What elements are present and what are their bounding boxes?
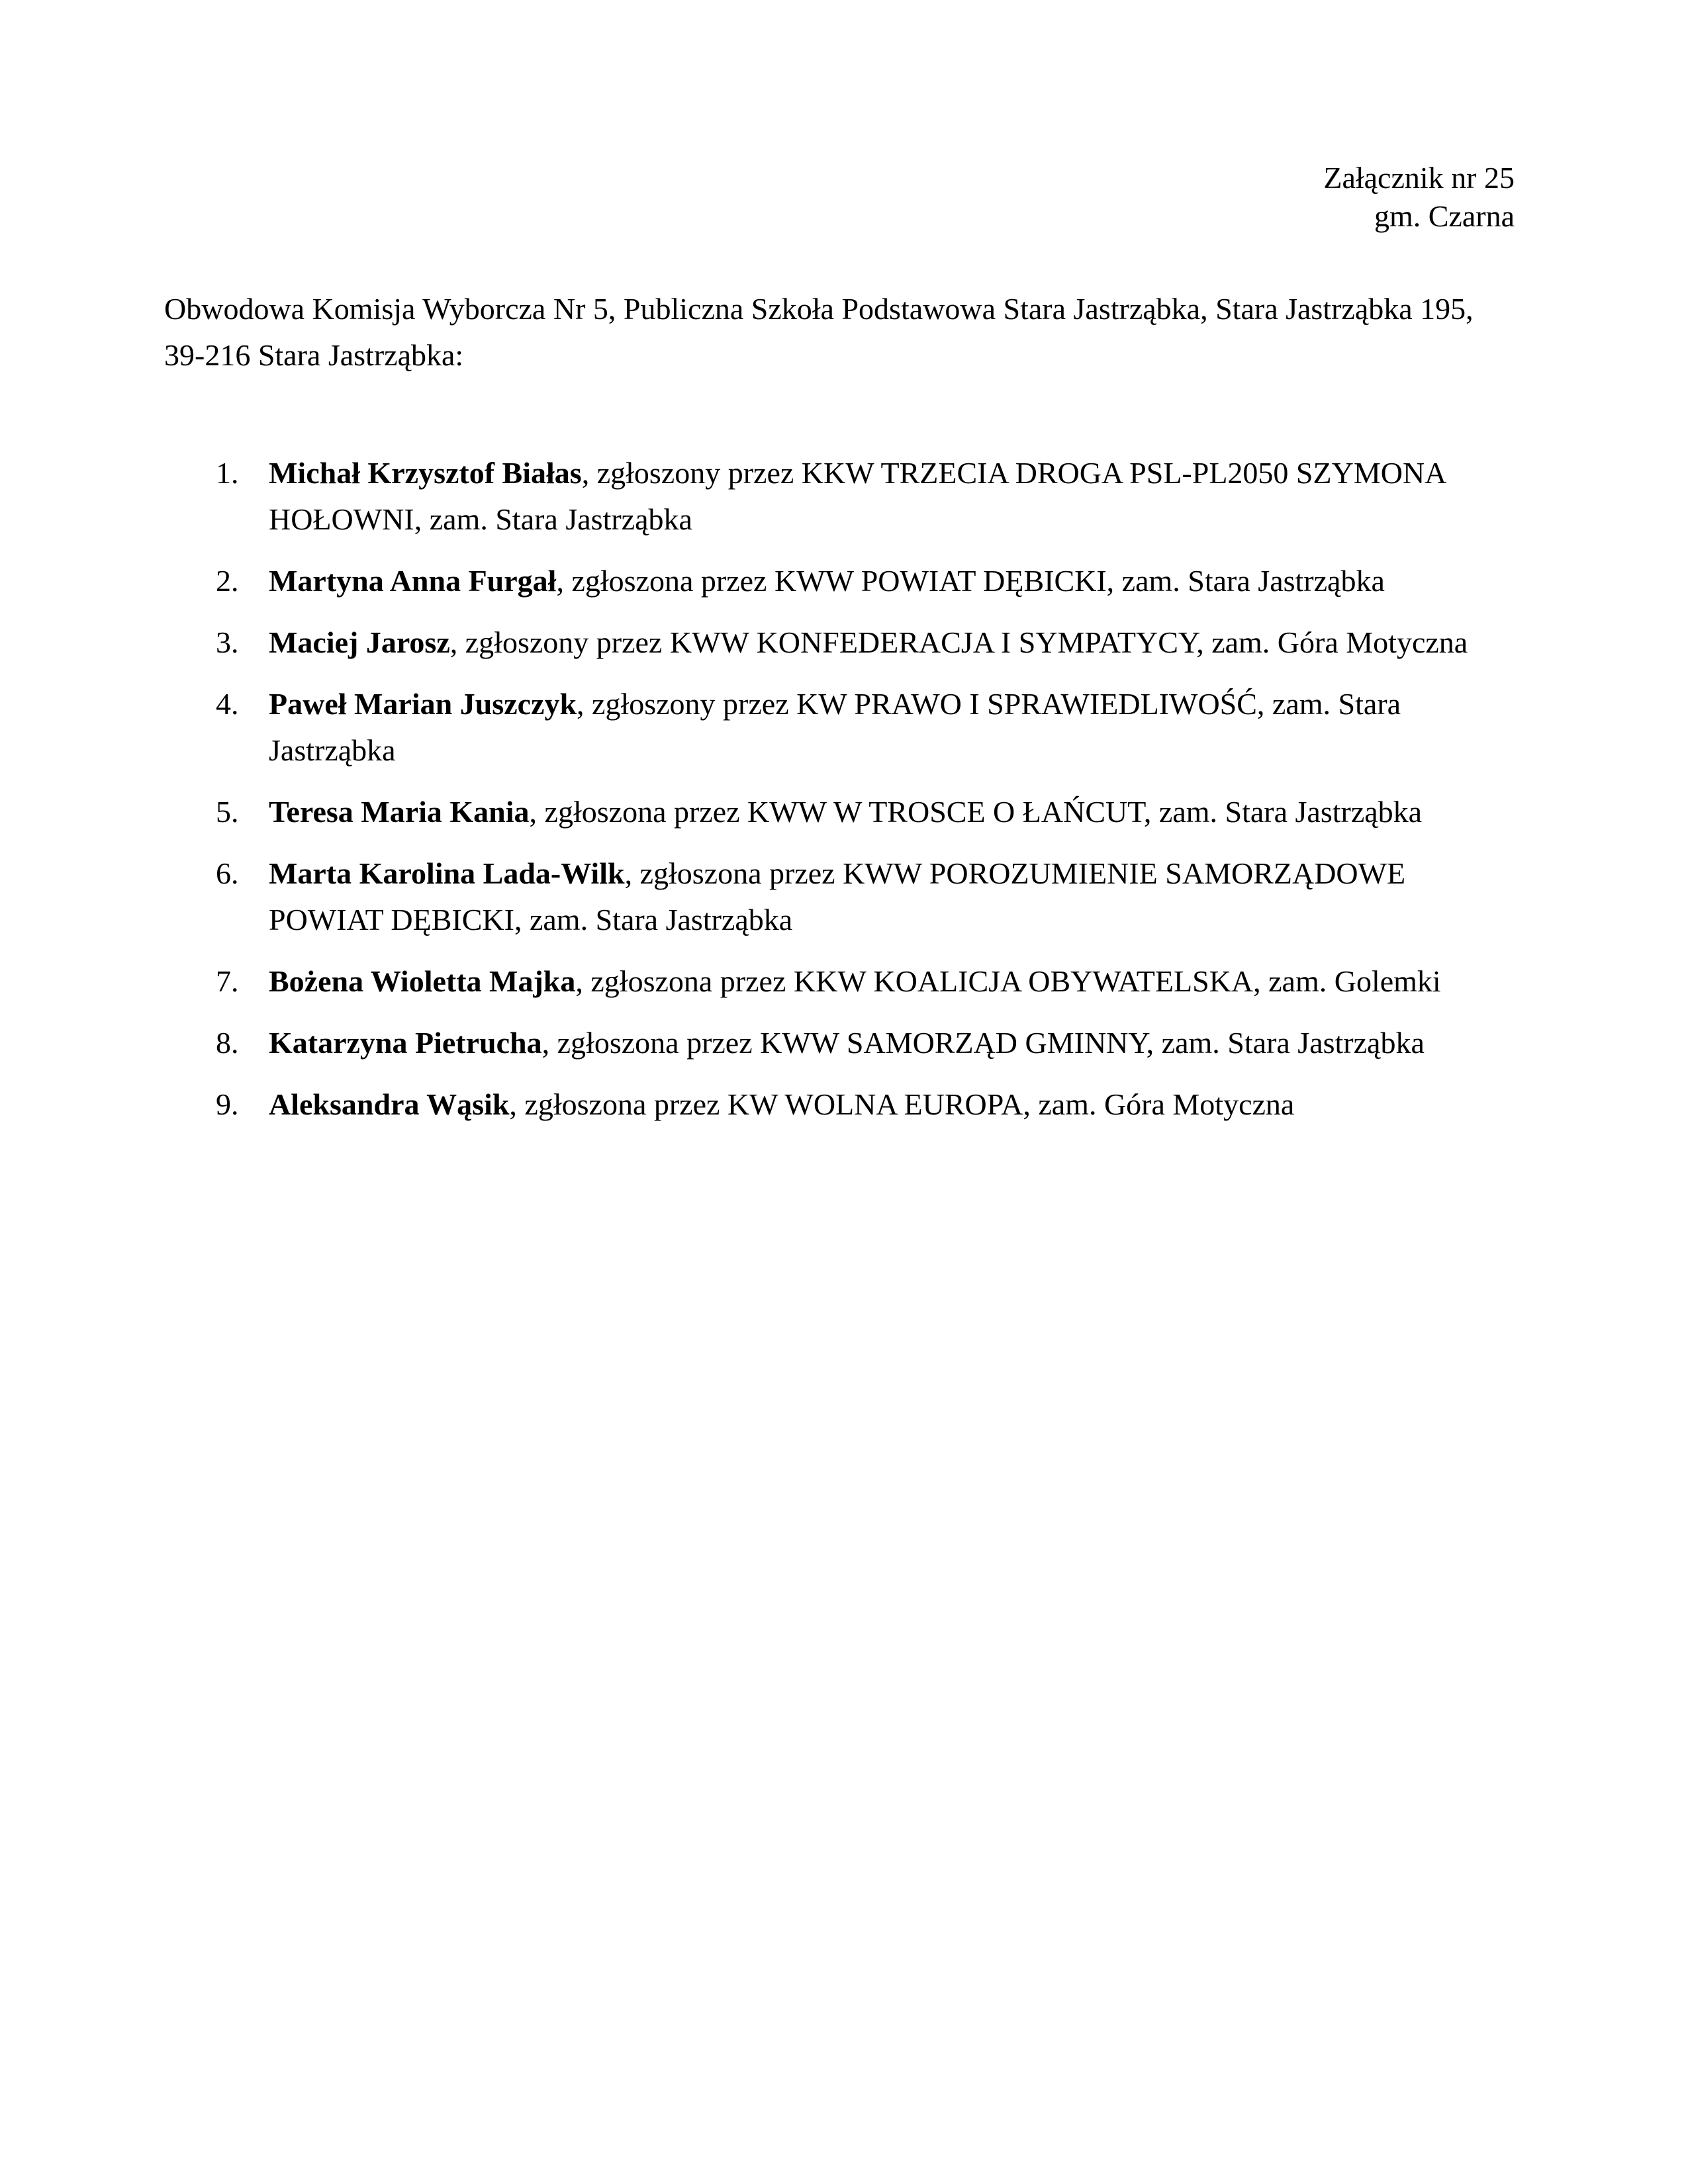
attachment-header (1323, 159, 1515, 236)
member-details: , zgłoszona przez KWW POWIAT DĘBICKI, zam. Stara Jastrząbka (556, 564, 1385, 598)
item-number: 2. (216, 564, 239, 598)
member-name: Teresa Maria Kania (269, 795, 530, 829)
member-details: , zgłoszony przez KW PRAWO I SPRAWIEDLIWOŚĆ, zam. Stara Jastrząbka (269, 687, 1401, 767)
member-details: , zgłoszona przez KWW W TROSCE O ŁAŃCUT, zam. Stara Jastrząbka (529, 795, 1423, 829)
member-name: Maciej Jarosz (269, 625, 450, 659)
member-details: , zgłoszony przez KWW KONFEDERACJA I SYMPATYCY, zam. Góra Motyczna (449, 625, 1468, 659)
attachment-number: Załącznik nr 25 (1323, 161, 1515, 195)
municipality-name: gm. Czarna (1374, 199, 1515, 233)
member-details: , zgłoszona przez KWW SAMORZĄD GMINNY, zam. Stara Jastrząbka (541, 1026, 1425, 1060)
member-details: , zgłoszona przez KW WOLNA EUROPA, zam. Góra Motyczna (509, 1087, 1295, 1121)
list-item (164, 1020, 1521, 1066)
item-number: 4. (216, 687, 239, 721)
list-item (164, 850, 1521, 943)
member-name: Bożena Wioletta Majka (269, 964, 576, 998)
item-number: 7. (216, 964, 239, 998)
member-name: Aleksandra Wąsik (269, 1087, 510, 1121)
member-details: , zgłoszony przez KKW TRZECIA DROGA PSL-PL2050 SZYMONA HOŁOWNI, zam. Stara Jastrząbka (269, 456, 1445, 536)
list-item (164, 450, 1521, 543)
list-item (164, 558, 1521, 604)
item-number: 5. (216, 795, 239, 829)
item-number: 1. (216, 456, 239, 490)
member-name: Martyna Anna Furgał (269, 564, 557, 598)
member-name: Paweł Marian Juszczyk (269, 687, 577, 721)
member-name: Michał Krzysztof Białas (269, 456, 582, 490)
item-number: 8. (216, 1026, 239, 1060)
member-name: Marta Karolina Lada-Wilk (269, 856, 625, 890)
list-item (164, 619, 1521, 666)
list-item (164, 681, 1521, 774)
member-name: Katarzyna Pietrucha (269, 1026, 542, 1060)
item-number: 9. (216, 1087, 239, 1121)
list-item (164, 789, 1521, 835)
members-list (164, 450, 1521, 1143)
item-number: 6. (216, 856, 239, 890)
item-number: 3. (216, 625, 239, 659)
member-details: , zgłoszona przez KWW POROZUMIENIE SAMORZĄDOWE POWIAT DĘBICKI, zam. Stara Jastrząbka (269, 856, 1406, 936)
list-item (164, 958, 1521, 1005)
commission-description: Obwodowa Komisja Wyborcza Nr 5, Publiczna Szkoła Podstawowa Stara Jastrząbka, Stara Jastrząbka 195, 39-216 Stara Jastrząbka: (164, 292, 1474, 372)
member-details: , zgłoszona przez KKW KOALICJA OBYWATELSKA, zam. Golemki (575, 964, 1441, 998)
list-item (164, 1081, 1521, 1128)
